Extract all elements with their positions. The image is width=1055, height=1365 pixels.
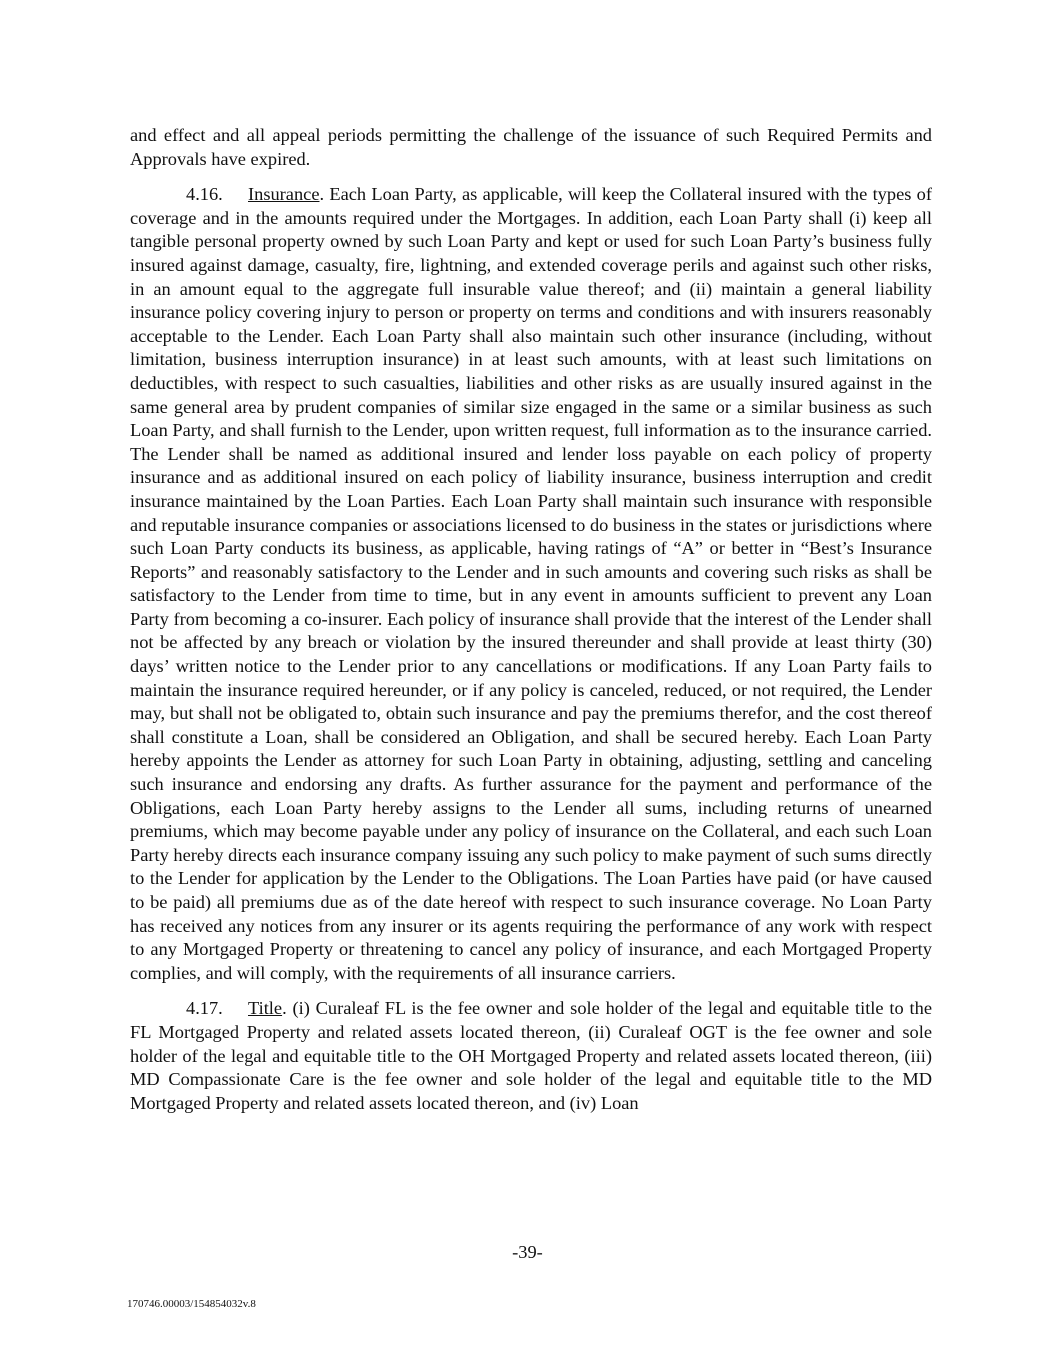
document-page xyxy=(130,124,932,1115)
section-number: 4.17. xyxy=(186,998,223,1019)
section-4-17-paragraph xyxy=(130,997,932,1115)
section-body: . Each Loan Party, as applicable, will keep the Collateral insured with the types of coverage and in the amounts required under the Mortgages. In addition, each Loan Party shall (i) keep all tangible personal property owned by such Loan Party and kept or used for such Loan Party’s business fully insured against damage, casualty, fire, lightning, and extended coverage perils and against such other risks, in an amount equal to the aggregate full insurable value thereof; and (ii) maintain a general liability insurance policy covering injury to person or property on terms and conditions and with insurers reasonably acceptable to the Lender. Each Loan Party shall also maintain such other insurance (including, without limitation, business interruption insurance) in at least such amounts, with at least such limitations on deductibles, with respect to such casualties, liabilities and other risks as are usually insured against in the same general area by prudent companies of similar size engaged in the same or a similar business as such Loan Party, and shall furnish to the Lender, upon written request, full information as to the insurance carried. The Lender shall be named as additional insured and lender loss payable on each policy of property insurance and as additional insured on each policy of liability insurance, business interruption and credit insurance maintained by the Loan Parties. Each Loan Party shall maintain such insurance with responsible and reputable insurance companies or associations licensed to do business in the states or jurisdictions where such Loan Party conducts its business, as applicable, having ratings of “A” or better in “Best’s Insurance Reports” and reasonably satisfactory to the Lender and in such amounts and covering such risks as shall be satisfactory to the Lender from time to time, but in any event in amounts sufficient to prevent any Loan Party from becoming a co-insurer. Each policy of insurance shall provide that the interest of the Lender shall not be affected by any breach or violation by the insured thereunder and shall provide at least thirty (30) days’ written notice to the Lender prior to any cancellations or modifications. If any Loan Party fails to maintain the insurance required hereunder, or if any policy is canceled, reduced, or not required, the Lender may, but shall not be obligated to, obtain such insurance and pay the premiums therefor, and the cost thereof shall constitute a Loan, shall be considered an Obligation, and shall be secured hereby. Each Loan Party hereby appoints the Lender as attorney for such Loan Party in obtaining, adjusting, settling and canceling such insurance and endorsing any drafts. As further assurance for the payment and performance of the Obligations, each Loan Party hereby assigns to the Lender all sums, including returns of unearned premiums, which may become payable under any policy of insurance on the Collateral, and each such Loan Party hereby directs each insurance company issuing any such policy to make payment of such sums directly to the Lender for application by the Lender to the Obligations. The Loan Parties have paid (or have caused to be paid) all premiums due as of the date hereof with respect to such insurance coverage. No Loan Party has received any notices from any insurer or its agents requiring the performance of any work with respect to any Mortgaged Property or threatening to cancel any policy of insurance, and each Mortgaged Property complies, and will comply, with the requirements of all insurance carriers. xyxy=(130,184,932,983)
section-body: . (i) Curaleaf FL is the fee owner and sole holder of the legal and equitable title to the FL Mortgaged Property and related assets located thereon, (ii) Curaleaf OGT is the fee owner and sole holder of the legal and equitable title to the OH Mortgaged Property and related assets located thereon, (iii) MD Compassionate Care is the fee owner and sole holder of the legal and equitable title to the MD Mortgaged Property and related assets located thereon, and (iv) Loan xyxy=(130,998,932,1113)
section-number: 4.16. xyxy=(186,184,223,205)
section-4-16-paragraph xyxy=(130,183,932,985)
document-id: 170746.00003/154854032v.8 xyxy=(127,1298,256,1310)
page-number: -39- xyxy=(512,1242,543,1262)
continuation-paragraph: and effect and all appeal periods permitting the challenge of the issuance of such Required Permits and Approvals have expired. xyxy=(130,125,932,169)
section-heading: Title xyxy=(248,998,283,1019)
section-heading: Insurance xyxy=(248,184,320,205)
